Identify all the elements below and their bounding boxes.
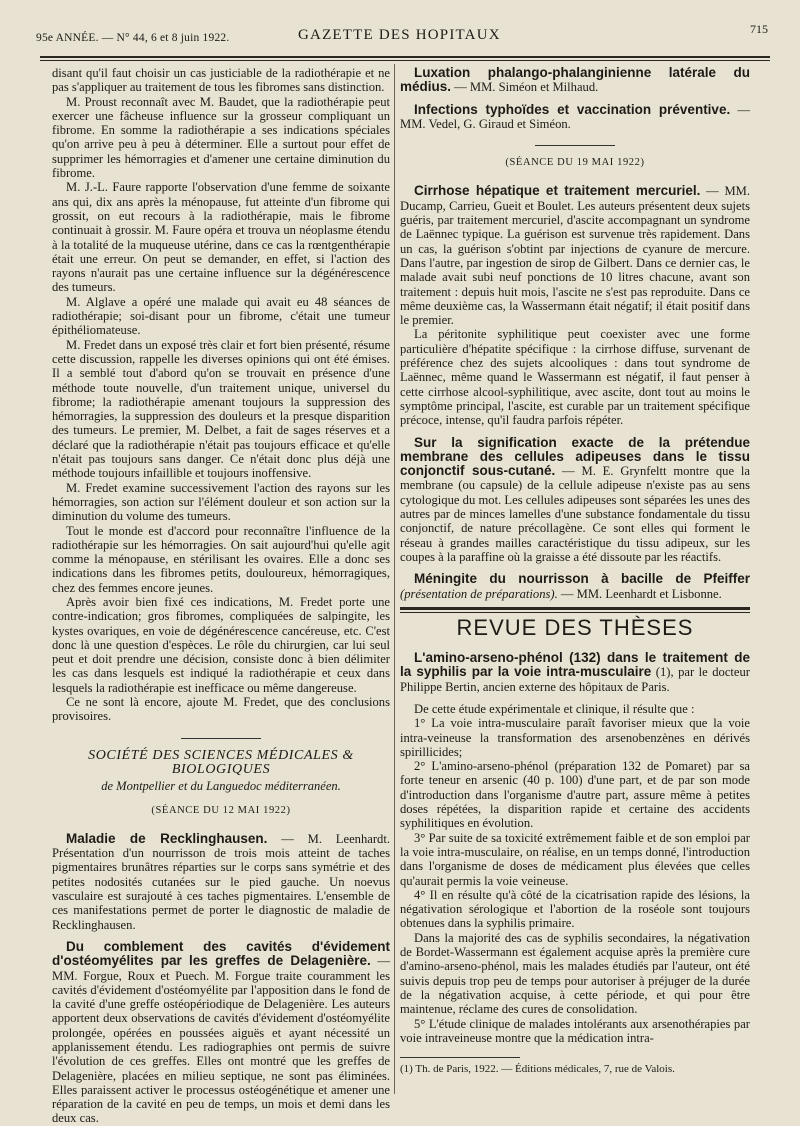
paragraph: De cette étude expérimentale et clinique, il résulte que : <box>414 701 695 716</box>
paragraph: 2° L'amino-arseno-phénol (préparation 132 de Pomaret) par sa forte teneur en arsenic (40 p. 100) d'une part, et de par son mode d'introduction dans l'organisme d'autre part, assure même à petites doses répétées, la disparition rapide et certaine des accidents syphilitiques en évolution. <box>400 759 750 831</box>
issue-info: 95e ANNÉE. — N° 44, 6 et 8 juin 1922. <box>36 32 230 44</box>
header-rule <box>40 56 770 58</box>
page-number: 715 <box>750 22 768 36</box>
paragraph: disant qu'il faut choisir un cas justiciable de la radiothérapie et ne pas s'appliquer au traitement de tous les fibromes sans distinction. <box>52 66 390 95</box>
column-divider <box>394 64 395 1094</box>
article-luxation <box>400 66 750 95</box>
society-title: SOCIÉTÉ DES SCIENCES MÉDICALES & BIOLOGIQUES <box>88 747 354 777</box>
running-header <box>36 24 768 48</box>
article-meningite <box>400 572 750 601</box>
paragraph: 5° L'étude clinique de malades intolérants aux arsenothérapies par voie intraveineuse montre que la médication intra- <box>400 1016 750 1045</box>
article-infections <box>400 103 750 132</box>
section-rule-thin <box>400 612 750 613</box>
society-subtitle: de Montpellier et du Languedoc méditerranéen. <box>101 779 341 794</box>
section-separator <box>535 145 615 146</box>
paragraph: M. J.-L. Faure rapporte l'observation d'une femme de soixante ans qui, dix ans après la ménopause, fut atteinte d'un fibrome qui grossit, on eut recours à la radiothérapie, mais le fibrome continuait à grossir. M. Faure opéra et trouva un néoplasme étendu à la totalité de la muqueuse utérine, dans ce cas la rœntgenthérapie était une erreur. On peut se demander, en effet, si l'action des rayons n'aurait pas une certaine influence sur la dégénérescence des tumeurs. <box>52 180 390 295</box>
section-separator <box>181 738 261 739</box>
article-text: — MM. Vedel, G. Giraud et Siméon. <box>400 102 750 131</box>
section-rule-thick <box>400 607 750 610</box>
article-title: Luxation phalango-phalanginienne latérale du médius. <box>400 65 750 95</box>
article-text: — M. E. Grynfeltt montre que la membrane (ou capsule) de la cellule adipeuse n'existe pas au sens cytologique du mot. Les cellules adipeuses sont séparées les unes des autres par de minces lamelles d'une substance fondamentale du tissu conjonctif, de nature précollagène. Ce sont elles qui forment le réseau à grandes mailles caractéristique du tissu adipeux, sur les coupes à la paraffine où la graisse a été dissoute par les réactifs. <box>400 464 750 564</box>
paragraph: M. Fredet dans un exposé très clair et fort bien présenté, résume cette discussion, rappelle les diverses opinions qui ont été émises. Il a semblé tout d'abord qu'on se trouvait en présence d'une méthode toute nouvelle, d'un traitement unique, universel du fibrome; la radiothérapie amenant toujours la suppression des hémorragies, la suppression des douleurs et la presque disparition des tumeurs. Le premier, M. Delbet, a fait de sages réserves et a déclaré que la radiothérapie n'était pas toujours efficace et qu'elle n'était pas toujours sans danger. Ce n'était donc plus déjà une méthode toujours infaillible et toujours inoffensive. <box>52 337 390 481</box>
footnote-rule <box>400 1057 520 1058</box>
paragraph: Dans la majorité des cas de syphilis secondaires, la négativation de Bordet-Wassermann est également acquise après la première cure d'amino-arseno-phénol, mais les malades étudiés par l'auteur, ont été suivis depuis trop peu de temps pour autoriser à préjuger de la durée de la négativation acquise, à cette période, et qui pour être maintenue, réclame des cures de consolidation. <box>400 930 750 1017</box>
article-text: — MM. Leenhardt et Lisbonne. <box>557 586 722 601</box>
article-text: — MM. Forgue, Roux et Puech. M. Forgue traite couramment les cavités d'évidement d'ostéomyélite par l'apposition dans le fond de la cavité d'une greffe ostéopériodique de Delagenière. Les auteurs apportent deux observations de cavités d'évidement d'ostéomyélite prolongée, opérées en poussées aiguës et ayant nécessité un applanissement étendu. Les radiographies ont permis de suivre l'évolution de ces greffes. Elles ont montré que les greffes de Delagenière, placées en milieu septique, ne sont pas éliminées. Elles paraissent activer le processus ostéogénétique et amener une réparation de la cavité en peu de temps, un mois et demi dans les deux cas. <box>52 954 390 1126</box>
journal-title: GAZETTE DES HOPITAUX <box>298 27 501 43</box>
paragraph: 3° Par suite de sa toxicité extrêmement faible et de son emploi par la voie intra-musculaire, on réalise, en un temps donné, l'introduction dans l'organisme de doses de médicament plus élevées que celles qu'aurait permis la voie veineuse. <box>400 830 750 888</box>
article-text: — MM. Siméon et Milhaud. <box>454 80 599 95</box>
session-date: (SÉANCE DU 19 MAI 1922) <box>505 157 645 169</box>
article-note: (présentation de préparations). <box>400 586 558 601</box>
article-title: L'amino-arseno-phénol (132) dans le traitement de la syphilis par la voie intra-musculaire <box>400 650 750 680</box>
article-title: Sur la signification exacte de la prétendue membrane des cellules adipeuses dans le tissu conjonctif sous-cutané. <box>400 434 750 479</box>
article-membrane <box>400 436 750 565</box>
article-title: Cirrhose hépatique et traitement mercuriel. <box>414 183 701 199</box>
article-title: Du comblement des cavités d'évidement d'ostéomyélites par les greffes de Delagenière. <box>52 938 390 969</box>
article-delageniere <box>52 940 390 1126</box>
left-column <box>52 66 390 1126</box>
article-text: — M. Leenhardt. Présentation d'un nourrisson de trois mois atteint de taches pigmentaires brunâtres réparties sur le corps sans symétrie et des petites nodosités cutanées sur le pied gauche. Un noevus vasculaire est surajouté à ces taches pigmentaires. L'ensemble de ces manifestations permet de porter le diagnostic de maladie de Recklinghausen. <box>52 831 390 932</box>
footnote: (1) Th. de Paris, 1922. — Éditions médicales, 7, rue de Valois. <box>400 1063 675 1076</box>
article-text: — MM. Ducamp, Carrieu, Gueit et Boulet. Les auteurs présentent deux sujets guéris, par traitement mercuriel, d'ascite accompagnant un syndrome de Laënnec typique. La guérison est survenue très rapidement. Dans un cas, la guérison s'obtint par injections de cyanure de mercure. Dans l'autre, par ingestion de sirop de Gilbert. Dans ce dernier cas, le malade avait subi neuf ponctions de 10 litres chacune, avant son traitement : depuis huit mois, l'ascite ne s'est pas reproduite. Dans ce même deuxième cas, la Wassermann était négatif; il était positif dans le premier. <box>400 184 751 328</box>
paragraph: Ce ne sont là encore, ajoute M. Fredet, que des conclusions provisoires. <box>52 695 390 724</box>
paragraph: M. Proust reconnaît avec M. Baudet, que la radiothérapie peut exercer une fâcheuse influence sur la grosseur compliquant un fibrome. En somme la radiothérapie a ses indications spéciales qu'on arrive peu à peu à déterminer. Elle a surtout pour effet de supprimer les hémorragies et d'amener une certaine diminution du fibrome. <box>52 94 390 181</box>
paragraph: Après avoir bien fixé ces indications, M. Fredet porte une contre-indication; gros fibromes, compliquées de salpingite, les kystes ovariques, en voie de dégénérescence cancéreuse, etc. C'est donc là une question d'espèces. Le rôle du chirurgien, car lui seul peut et doit prendre une décision, consiste donc à bien délimiter les cas dans lesquels est indiqué la radiothérapie et ceux dans lesquels la radiothérapie est inefficace ou même dangereuse. <box>52 594 390 695</box>
session-date: (SÉANCE DU 12 MAI 1922) <box>151 804 291 816</box>
article-title: Maladie de Recklinghausen. <box>66 830 268 846</box>
paragraph: 4° Il en résulte qu'à côté de la cicatrisation rapide des lésions, la négativation sérologique et l'abortion de la roséole sont toujours obtenues dans la syphilis primaire. <box>400 887 750 931</box>
article-title: Méningite du nourrisson à bacille de Pfeiffer <box>414 571 750 587</box>
article-title: Infections typhoïdes et vaccination préventive. <box>414 101 731 117</box>
section-heading: REVUE DES THÈSES <box>456 614 694 640</box>
header-rule-thin <box>40 60 770 61</box>
right-column <box>400 66 750 1076</box>
paragraph: M. Alglave a opéré une malade qui avait eu 48 séances de radiothérapie; soi-disant pour un fibrome, c'était une tumeur épithéliomateuse. <box>52 294 390 338</box>
paragraph: 1° La voie intra-musculaire paraît favoriser mieux que la voie intra-veineuse la transformation des arsenobenzènes en dérivés spirillicides; <box>400 716 750 759</box>
paragraph: La péritonite syphilitique peut coexister avec une forme particulière d'hépatite spécifique : la cirrhose diffuse, survenant de préférence chez des sujets alcooliques : dans tout syndrome de Laënnec, même quand le Wassermann est négatif, il faut penser à cette cirrhose alcool-syphilitique, avec ascite, dont tout au moins le symptôme principal, l'ascite, est curable par un traitement spécifique précoce, intense, qu'il faudra parfois répéter. <box>400 327 750 428</box>
article-cirrhose <box>400 184 750 327</box>
article-recklinghausen <box>52 832 390 932</box>
article-amino <box>400 651 750 694</box>
article-text: (1), par le docteur Philippe Bertin, ancien externe des hôpitaux de Paris. <box>400 665 750 694</box>
paragraph: M. Fredet examine successivement l'action des rayons sur les hémorragies, son action sur l'élément douleur et son action sur la diminution du volume des tumeurs. <box>52 480 390 524</box>
paragraph: Tout le monde est d'accord pour reconnaître l'influence de la radiothérapie sur les hémorragies. On sait aujourd'hui qu'elle agit comme la ménopause, en stérilisant les ovaires. Elle a donc ses indications dans les fibromes petits, douloureux, hémorragiques, chez des femmes encore jeunes. <box>52 523 390 595</box>
